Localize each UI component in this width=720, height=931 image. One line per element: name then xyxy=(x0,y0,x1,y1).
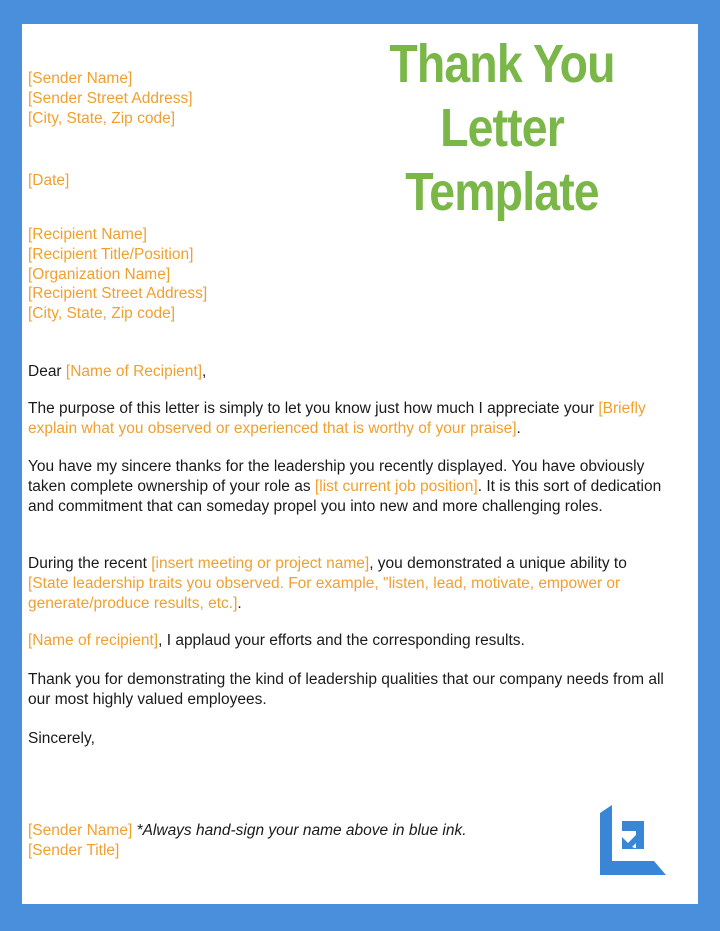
recipient-city: [City, State, Zip code] xyxy=(28,305,176,323)
p1-placeholder: [Briefly explain what you observed or experienced that is worthy of your praise] xyxy=(28,400,646,437)
p3-end: . xyxy=(237,594,242,612)
salutation-suffix: , xyxy=(202,363,207,380)
p4-placeholder: [Name of recipient] xyxy=(28,632,159,649)
p1-end: . xyxy=(516,419,521,437)
p4-text: , I applaud your efforts and the corresponding results. xyxy=(158,632,525,649)
p3-placeholder-1: [insert meeting or project name] xyxy=(151,555,370,572)
p1-text: The purpose of this letter is simply to let you know just how much I appreciate your xyxy=(28,400,599,417)
closing-text: Sincerely, xyxy=(28,730,95,747)
recipient-name: [Recipient Name] xyxy=(28,226,147,243)
signature-title: [Sender Title] xyxy=(28,841,120,859)
salutation-prefix: Dear xyxy=(28,363,66,380)
date-line xyxy=(28,171,69,191)
sender-street: [Sender Street Address] xyxy=(28,89,193,107)
paragraph-3 xyxy=(28,554,668,613)
paragraph-1 xyxy=(28,399,668,439)
letter-page xyxy=(22,24,698,904)
closing xyxy=(28,729,668,749)
paragraph-5 xyxy=(28,670,668,710)
paragraph-4 xyxy=(28,631,668,651)
corner-bracket-arrow-logo-icon xyxy=(598,805,668,875)
p3-placeholder-2: [State leadership traits you observed. For example, "listen, lead, motivate, empower or generate/produce results, etc.] xyxy=(28,574,621,612)
sender-name: [Sender Name] xyxy=(28,70,133,87)
title-line-1: Thank You xyxy=(389,34,615,94)
sender-city: [City, State, Zip code] xyxy=(28,109,176,127)
p2-text-1: You have my sincere thanks for the leadership you recently displayed. You have obviously taken complete ownership of your role as xyxy=(28,458,645,495)
p2-text-2: . It is this sort of dedication and commitment that can someday propel you into new and more challenging roles. xyxy=(28,477,662,515)
signature-name: [Sender Name] xyxy=(28,822,133,839)
signature-block xyxy=(28,821,668,861)
recipient-title: [Recipient Title/Position] xyxy=(28,245,194,263)
salutation-name: [Name of Recipient] xyxy=(65,363,203,380)
recipient-address xyxy=(28,225,207,324)
paragraph-2 xyxy=(28,457,668,516)
date: [Date] xyxy=(28,172,70,189)
signature-note: *Always hand-sign your name above in blue ink. xyxy=(132,822,467,839)
p5-text: Thank you for demonstrating the kind of leadership qualities that our company needs from all our most highly valued employees. xyxy=(28,671,664,708)
title-line-2: Letter Template xyxy=(405,98,599,222)
p3-text-1: During the recent xyxy=(28,555,152,572)
recipient-org: [Organization Name] xyxy=(28,265,171,283)
salutation xyxy=(28,362,668,382)
signature-line xyxy=(28,821,668,841)
sender-address xyxy=(28,69,193,128)
p3-text-2: , you demonstrated a unique ability to xyxy=(369,555,627,572)
page-title xyxy=(347,32,657,224)
p2-placeholder: [list current job position] xyxy=(314,477,478,495)
recipient-street: [Recipient Street Address] xyxy=(28,285,208,303)
